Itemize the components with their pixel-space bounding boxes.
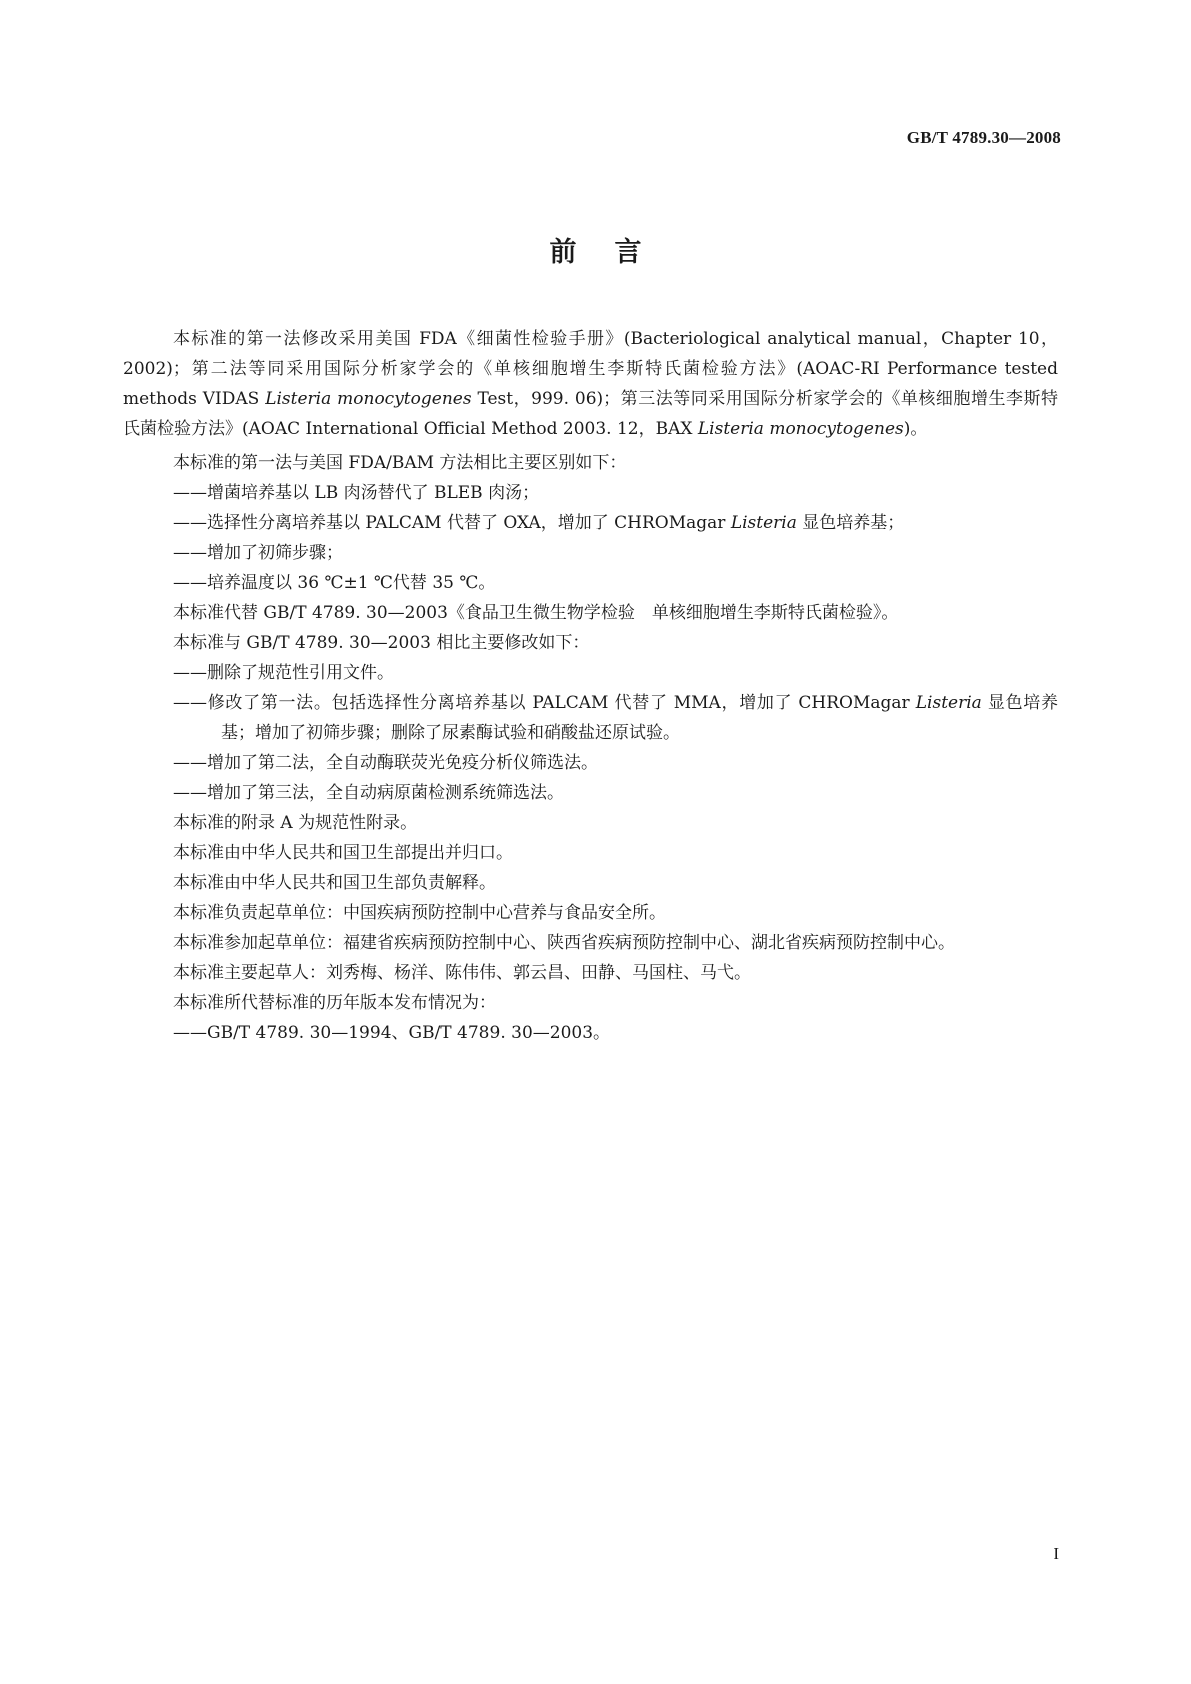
list-item: ——培养温度以 36 ℃±1 ℃代替 35 ℃。	[173, 573, 496, 593]
list-item-text: ——选择性分离培养基以 PALCAM 代替了 OXA，增加了 CHROMagar	[173, 513, 731, 533]
list-item: ——增加了初筛步骤；	[173, 543, 343, 563]
list-item-text: 显色培养基；	[796, 513, 905, 533]
paragraph-history-intro: 本标准所代替标准的历年版本发布情况为：	[173, 993, 496, 1013]
list-item: ——删除了规范性引用文件。	[173, 663, 394, 683]
list-item: ——GB/T 4789. 30—1994、GB/T 4789. 30—2003。	[173, 1023, 611, 1043]
paragraph-interpreter: 本标准由中华人民共和国卫生部负责解释。	[173, 873, 496, 893]
page-title: 前言	[549, 237, 680, 268]
species-name: Listeria monocytogenes	[697, 419, 904, 439]
paragraph-adoption	[123, 324, 1058, 444]
paragraph-replaces: 本标准代替 GB/T 4789. 30—2003《食品卫生微生物学检验 单核细胞增生李斯特氏菌检验》。	[173, 603, 899, 623]
paragraph-text: 本标准的第一法修改采用美国 FDA《细菌性检验手册》(Bacteriological analytical manual，Chapter 10，2002)；第二法等同采用国际分析家学会的《单核细胞增生李斯特氏菌检验方法》(AOAC-RI Performance tested methods VIDAS	[123, 329, 1058, 409]
paragraph-text: Test，999. 06)；第三法等同采用国际分析家学会的《单核细胞增生李斯特氏菌检验方法》(AOAC International Official Method 2003. 12，BAX	[123, 389, 1059, 439]
species-name: Listeria	[915, 693, 982, 713]
paragraph-lead-drafter: 本标准负责起草单位：中国疾病预防控制中心营养与食品安全所。	[173, 903, 666, 923]
paragraph-differences-intro: 本标准的第一法与美国 FDA/BAM 方法相比主要区别如下：	[173, 453, 627, 473]
species-name: Listeria monocytogenes	[265, 389, 472, 409]
foreword-body	[123, 324, 1058, 1048]
list-item	[123, 688, 1058, 748]
paragraph-text: )。	[903, 419, 928, 439]
paragraph-proposer: 本标准由中华人民共和国卫生部提出并归口。	[173, 843, 513, 863]
paragraph-annex: 本标准的附录 A 为规范性附录。	[173, 813, 418, 833]
paragraph-changes-intro: 本标准与 GB/T 4789. 30—2003 相比主要修改如下：	[173, 633, 590, 653]
paragraph-participating-drafters: 本标准参加起草单位：福建省疾病预防控制中心、陕西省疾病预防控制中心、湖北省疾病预防控制中心。	[173, 933, 955, 953]
page-number: I	[1053, 1544, 1059, 1563]
list-item	[123, 508, 1058, 538]
species-name: Listeria	[730, 513, 797, 533]
list-item-text: 显色培养基；增加了初筛步骤；删除了尿素酶试验和硝酸盐还原试验。	[221, 693, 1058, 743]
list-item: ——增加了第三法，全自动病原菌检测系统筛选法。	[173, 783, 564, 803]
list-item: ——增加了第二法，全自动酶联荧光免疫分析仪筛选法。	[173, 753, 598, 773]
list-item-text: ——修改了第一法。包括选择性分离培养基以 PALCAM 代替了 MMA，增加了 CHROMagar	[173, 693, 916, 713]
paragraph-drafters: 本标准主要起草人：刘秀梅、杨洋、陈伟伟、郭云昌、田静、马国柱、马弋。	[173, 963, 751, 983]
list-item: ——增菌培养基以 LB 肉汤替代了 BLEB 肉汤；	[173, 483, 540, 503]
standard-code: GB/T 4789.30—2008	[906, 128, 1061, 147]
